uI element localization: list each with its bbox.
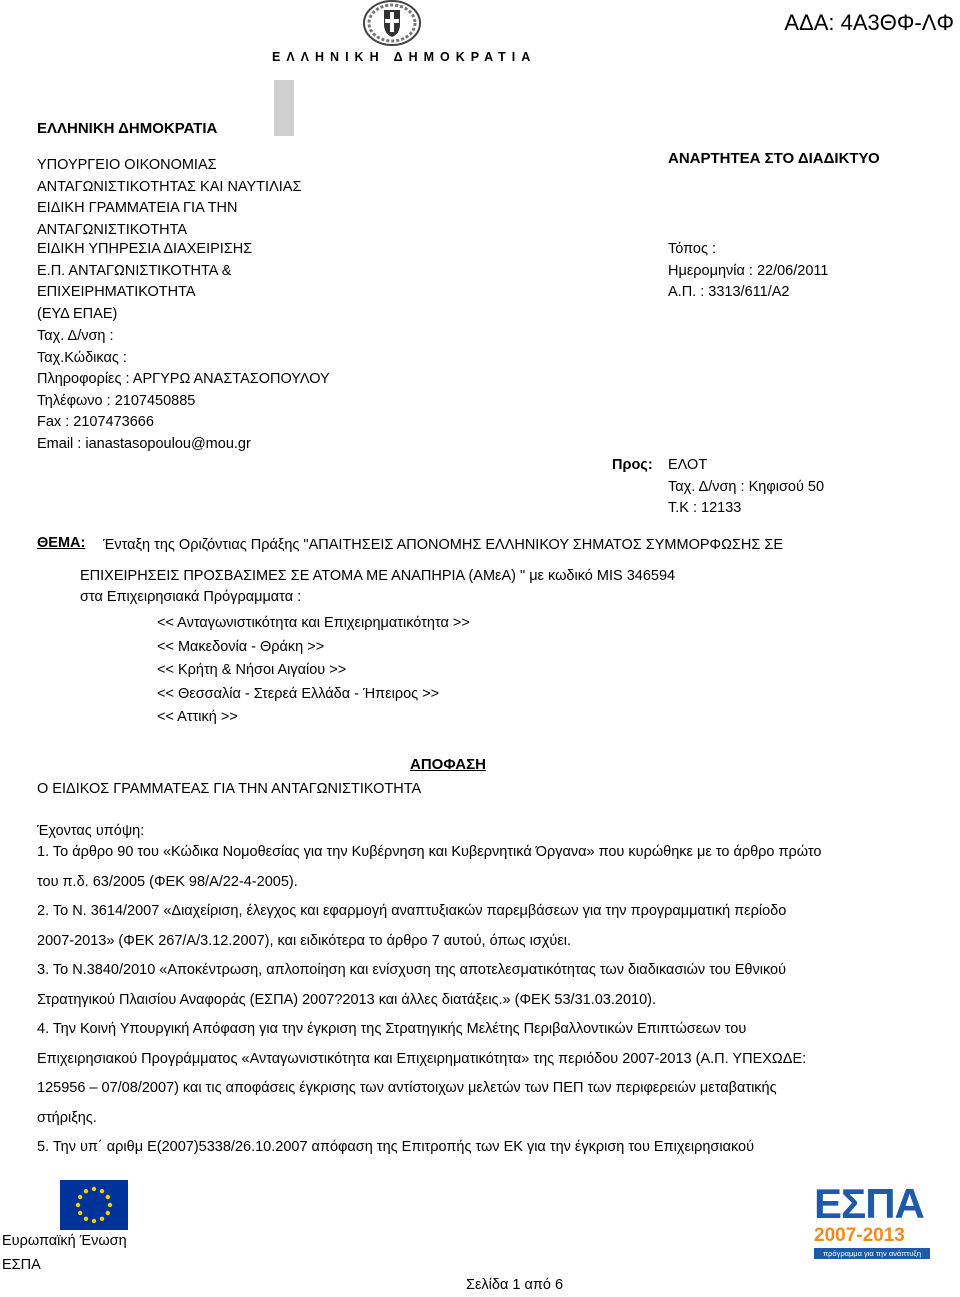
eu-flag — [60, 1180, 128, 1230]
decorative-bar — [274, 80, 294, 136]
contact-line: Email : ianastasopoulou@mou.gr — [37, 435, 251, 452]
eu-star — [84, 1217, 88, 1221]
espa-logo-years: 2007-2013 — [814, 1225, 905, 1246]
eu-star — [106, 1195, 110, 1199]
service-block — [37, 239, 252, 325]
item-line: 125956 – 07/08/2007) και τις αποφάσεις έγκρισης των αντίστοιχων μελετών των ΠΕΠ των περιφερειών μεταβατικής — [37, 1080, 777, 1096]
espa-logo — [810, 1182, 930, 1262]
item-line: 2007-2013» (ΦΕΚ 267/Α/3.12.2007), και ειδικότερα το άρθρο 7 αυτού, όπως ισχύει. — [37, 932, 572, 949]
meta-line: Α.Π. : 3313/611/Α2 — [668, 284, 790, 300]
recipient-line: Τ.Κ : 12133 — [668, 500, 742, 516]
considering-item — [37, 897, 927, 956]
subject-label: ΘΕΜΑ: — [37, 535, 86, 551]
ministry-block — [37, 155, 301, 241]
footer-espa-label: ΕΣΠΑ — [2, 1257, 41, 1273]
republic-title: ΕΛΛΗΝΙΚΗ ΔΗΜΟΚΡΑΤΙΑ — [37, 120, 218, 137]
item-line: Στρατηγικού Πλαισίου Αναφοράς (ΕΣΠΑ) 2007?2013 και άλλες διατάξεις.» (ΦΕΚ 53/31.03.2010). — [37, 991, 657, 1008]
secretary-line: Ο ΕΙΔΙΚΟΣ ΓΡΑΜΜΑΤΕΑΣ ΓΙΑ ΤΗΝ ΑΝΤΑΓΩΝΙΣΤΙΚΟΤΗΤΑ — [37, 781, 422, 797]
contact-line: Ταχ.Κώδικας : — [37, 349, 127, 366]
meta-line: Τόπος : — [668, 241, 717, 257]
service-line: ΕΠΙΧΕΙΡΗΜΑΤΙΚΟΤΗΤΑ — [37, 284, 196, 300]
subject-line: Ένταξη της Οριζόντιας Πράξης "ΑΠΑΙΤΗΣΕΙΣ ΑΠΟΝΟΜΗΣ ΕΛΛΗΝΙΚΟΥ ΣΗΜΑΤΟΣ ΣΥΜΜΟΡΦΩΣΗΣ ΣΕ — [103, 537, 783, 553]
service-line: Ε.Π. ΑΝΤΑΓΩΝΙΣΤΙΚΟΤΗΤΑ & — [37, 262, 232, 279]
coat-of-arms-icon — [362, 0, 422, 46]
footer-eu-label: Ευρωπαϊκή Ένωση — [2, 1233, 127, 1249]
contact-block — [37, 326, 330, 455]
contact-line: Ταχ. Δ/νση : — [37, 328, 114, 344]
item-line: 2. Το Ν. 3614/2007 «Διαχείριση, έλεγχος και εφαρμογή αναπτυξιακών παρεμβάσεων για την προγραμματική περίοδο — [37, 903, 787, 919]
considering-item — [37, 1015, 927, 1133]
subject-line: ΕΠΙΧΕΙΡΗΣΕΙΣ ΠΡΟΣΒΑΣΙΜΕΣ ΣΕ ΑΤΟΜΑ ΜΕ ΑΝΑΠΗΡΙΑ (ΑΜεΑ) " με κωδικό MIS 346594 — [80, 568, 676, 584]
espa-logo-text: ΕΣΠΑ — [814, 1180, 924, 1227]
ministry-line: ΕΙΔΙΚΗ ΓΡΑΜΜΑΤΕΙΑ ΓΙΑ ΤΗΝ — [37, 200, 238, 216]
recipient-block — [668, 455, 824, 520]
recipient-line: ΕΛΟΤ — [668, 457, 708, 473]
subject-line: στα Επιχειρησιακά Πρόγραμματα : — [80, 589, 302, 605]
meta-block — [668, 239, 828, 304]
item-line: του π.δ. 63/2005 (ΦΕΚ 98/Α/22-4-2005). — [37, 873, 298, 890]
decision-title: ΑΠΟΦΑΣΗ — [410, 756, 486, 773]
considering-label: Έχοντας υπόψη: — [37, 823, 145, 839]
eu-star — [84, 1189, 88, 1193]
hellenic-republic-logo — [262, 0, 537, 140]
meta-line: Ημερομηνία : 22/06/2011 — [668, 262, 829, 279]
considering-list — [37, 838, 927, 1163]
espa-logo-slogan: πρόγραμμα για την ανάπτυξη — [814, 1248, 930, 1259]
item-line: Επιχειρησιακού Προγράμματος «Ανταγωνιστικότητα και Επιχειρηματικότητα» της περιόδου 2007-2013 (Α.Π. ΥΠΕΧΩΔΕ: — [37, 1050, 807, 1067]
item-line: 3. Το Ν.3840/2010 «Αποκέντρωση, απλοποίηση και ενίσχυση της αποτελεσματικότητας των διαδικασιών του Εθνικού — [37, 962, 787, 978]
eu-star — [92, 1187, 96, 1191]
service-line: ΕΙΔΙΚΗ ΥΠΗΡΕΣΙΑ ΔΙΑΧΕΙΡΙΣΗΣ — [37, 241, 253, 257]
recipient-line: Ταχ. Δ/νση : Κηφισού 50 — [668, 478, 825, 495]
eu-star — [92, 1219, 96, 1223]
ministry-line: ΥΠΟΥΡΓΕΙΟ ΟΙΚΟΝΟΜΙΑΣ — [37, 157, 217, 173]
logo-caption: ΕΛΛΗΝΙΚΗ ΔΗΜΟΚΡΑΤΙΑ — [272, 50, 537, 64]
program-item: << Ανταγωνιστικότητα και Επιχειρηματικότητα >> — [157, 615, 470, 631]
to-label: Προς: — [612, 457, 653, 473]
eu-star — [106, 1211, 110, 1215]
eu-flag-icon — [60, 1180, 128, 1230]
eu-star — [108, 1203, 112, 1207]
considering-item — [37, 838, 927, 897]
programs-list — [157, 612, 470, 730]
eu-star — [78, 1211, 82, 1215]
eu-star — [76, 1203, 80, 1207]
service-line: (ΕΥΔ ΕΠΑΕ) — [37, 305, 118, 322]
program-item: << Αττική >> — [157, 709, 238, 725]
ministry-line: ΑΝΤΑΓΩΝΙΣΤΙΚΟΤΗΤΑΣ ΚΑΙ ΝΑΥΤΙΛΙΑΣ — [37, 178, 302, 195]
program-item: << Μακεδονία - Θράκη >> — [157, 638, 325, 655]
contact-line: Fax : 2107473666 — [37, 414, 154, 430]
eu-star — [100, 1189, 104, 1193]
considering-item — [37, 956, 927, 1015]
eu-star — [78, 1195, 82, 1199]
program-item: << Κρήτη & Νήσοι Αιγαίου >> — [157, 662, 347, 678]
ministry-line: ΑΝΤΑΓΩΝΙΣΤΙΚΟΤΗΤΑ — [37, 221, 188, 238]
page-number: Σελίδα 1 από 6 — [466, 1277, 564, 1293]
item-line: 4. Την Κοινή Υπουργική Απόφαση για την έγκριση της Στρατηγικής Μελέτης Περιβαλλοντικών Επιπτώσεων του — [37, 1021, 747, 1037]
post-online-notice: ΑΝΑΡΤΗΤΕΑ ΣΤΟ ΔΙΑΔΙΚΤΥΟ — [668, 150, 880, 167]
item-line: στήριξης. — [37, 1109, 97, 1126]
considering-item — [37, 1133, 927, 1163]
item-line: 5. Την υπ΄ αριθμ Ε(2007)5338/26.10.2007 απόφαση της Επιτροπής των ΕΚ για την έγκριση του Επιχειρησιακού — [37, 1139, 755, 1155]
contact-line: Πληροφορίες : ΑΡΓΥΡΩ ΑΝΑΣΤΑΣΟΠΟΥΛΟΥ — [37, 371, 330, 387]
ada-code: ΑΔΑ: 4Α3ΘΦ-ΛΦ — [784, 10, 954, 35]
item-line: 1. Το άρθρο 90 του «Κώδικα Νομοθεσίας για την Κυβέρνηση και Κυβερνητικά Όργανα» που κυρώθηκε με το άρθρο πρώτο — [37, 844, 822, 860]
contact-line: Τηλέφωνο : 2107450885 — [37, 392, 196, 409]
program-item: << Θεσσαλία - Στερεά Ελλάδα - Ήπειρος >> — [157, 685, 440, 702]
eu-star — [100, 1217, 104, 1221]
